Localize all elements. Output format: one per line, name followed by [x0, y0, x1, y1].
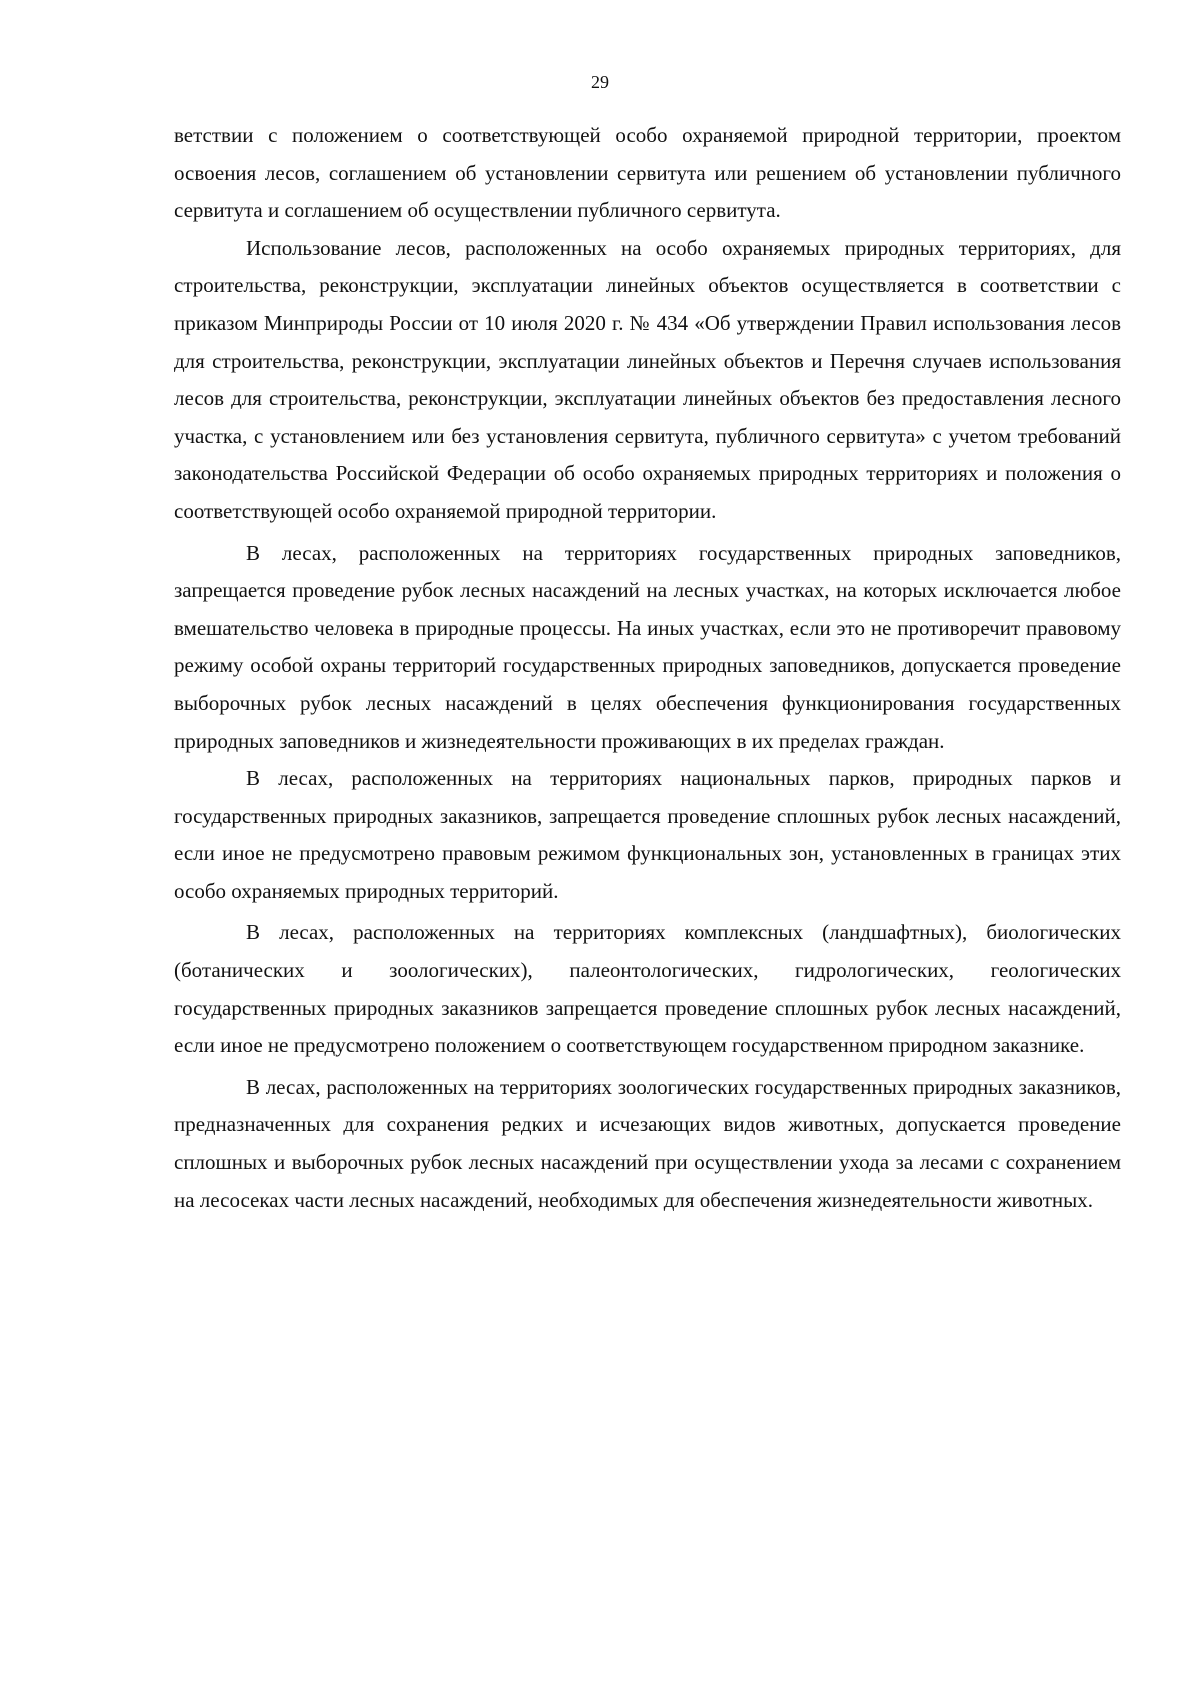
page-number: 29: [591, 72, 609, 92]
document-body: [174, 117, 1121, 1219]
paragraph-continuation: ветствии с положением о соответствующей особо охраняемой природной территории, проектом освоения лесов, соглашением об установлении сервитута или решением об установлении публичного сервитута и соглашением об осуществлении публичного сервитута.: [174, 123, 1121, 223]
paragraph-national-parks: В лесах, расположенных на территориях национальных парков, природных парков и государственных природных заказников, запрещается проведение сплошных рубок лесных насаждений, если иное не предусмотрено правовым режимом функциональных зон, установленных в границах этих особо охраняемых природных территорий.: [174, 766, 1121, 903]
paragraph-zoological-sanctuaries: В лесах, расположенных на территориях зоологических государственных природных заказников, предназначенных для сохранения редких и исчезающих видов животных, допускается проведение сплошных и выборочных рубок лесных насаждений при осуществлении ухода за лесами с сохранением на лесосеках части лесных насаждений, необходимых для обеспечения жизнедеятельности животных.: [174, 1074, 1121, 1212]
paragraph-complex-sanctuaries: В лесах, расположенных на территориях комплексных (ландшафтных), биологических (ботанических и зоологических), палеонтологических, гидрологических, геологических государственных природных заказников запрещается проведение сплошных рубок лесных насаждений, если иное не предусмотрено положением о соответствующем государственном природном заказнике.: [174, 920, 1121, 1058]
paragraph-nature-reserves: В лесах, расположенных на территориях государственных природных заповедников, запрещается проведение рубок лесных насаждений на лесных участках, на которых исключается любое вмешательство человека в природные процессы. На иных участках, если это не противоречит правовому режиму особой охраны территорий государственных природных заповедников, допускается проведение выборочных рубок лесных насаждений в целях обеспечения функционирования государственных природных заповедников и жизнедеятельности проживающих в их пределах граждан.: [174, 540, 1121, 753]
paragraph-linear-objects: Использование лесов, расположенных на особо охраняемых природных территориях, для строительства, реконструкции, эксплуатации линейных объектов осуществляется в соответствии с приказом Минприроды России от 10 июля 2020 г. № 434 «Об утверждении Правил использования лесов для строительства, реконструкции, эксплуатации линейных объектов и Перечня случаев использования лесов для строительства, реконструкции, эксплуатации линейных объектов без предоставления лесного участка, с установлением или без установления сервитута, публичного сервитута» с учетом требований законодательства Российской Федерации об особо охраняемых природных территориях и положения о соответствующей особо охраняемой природной территории.: [174, 235, 1121, 523]
